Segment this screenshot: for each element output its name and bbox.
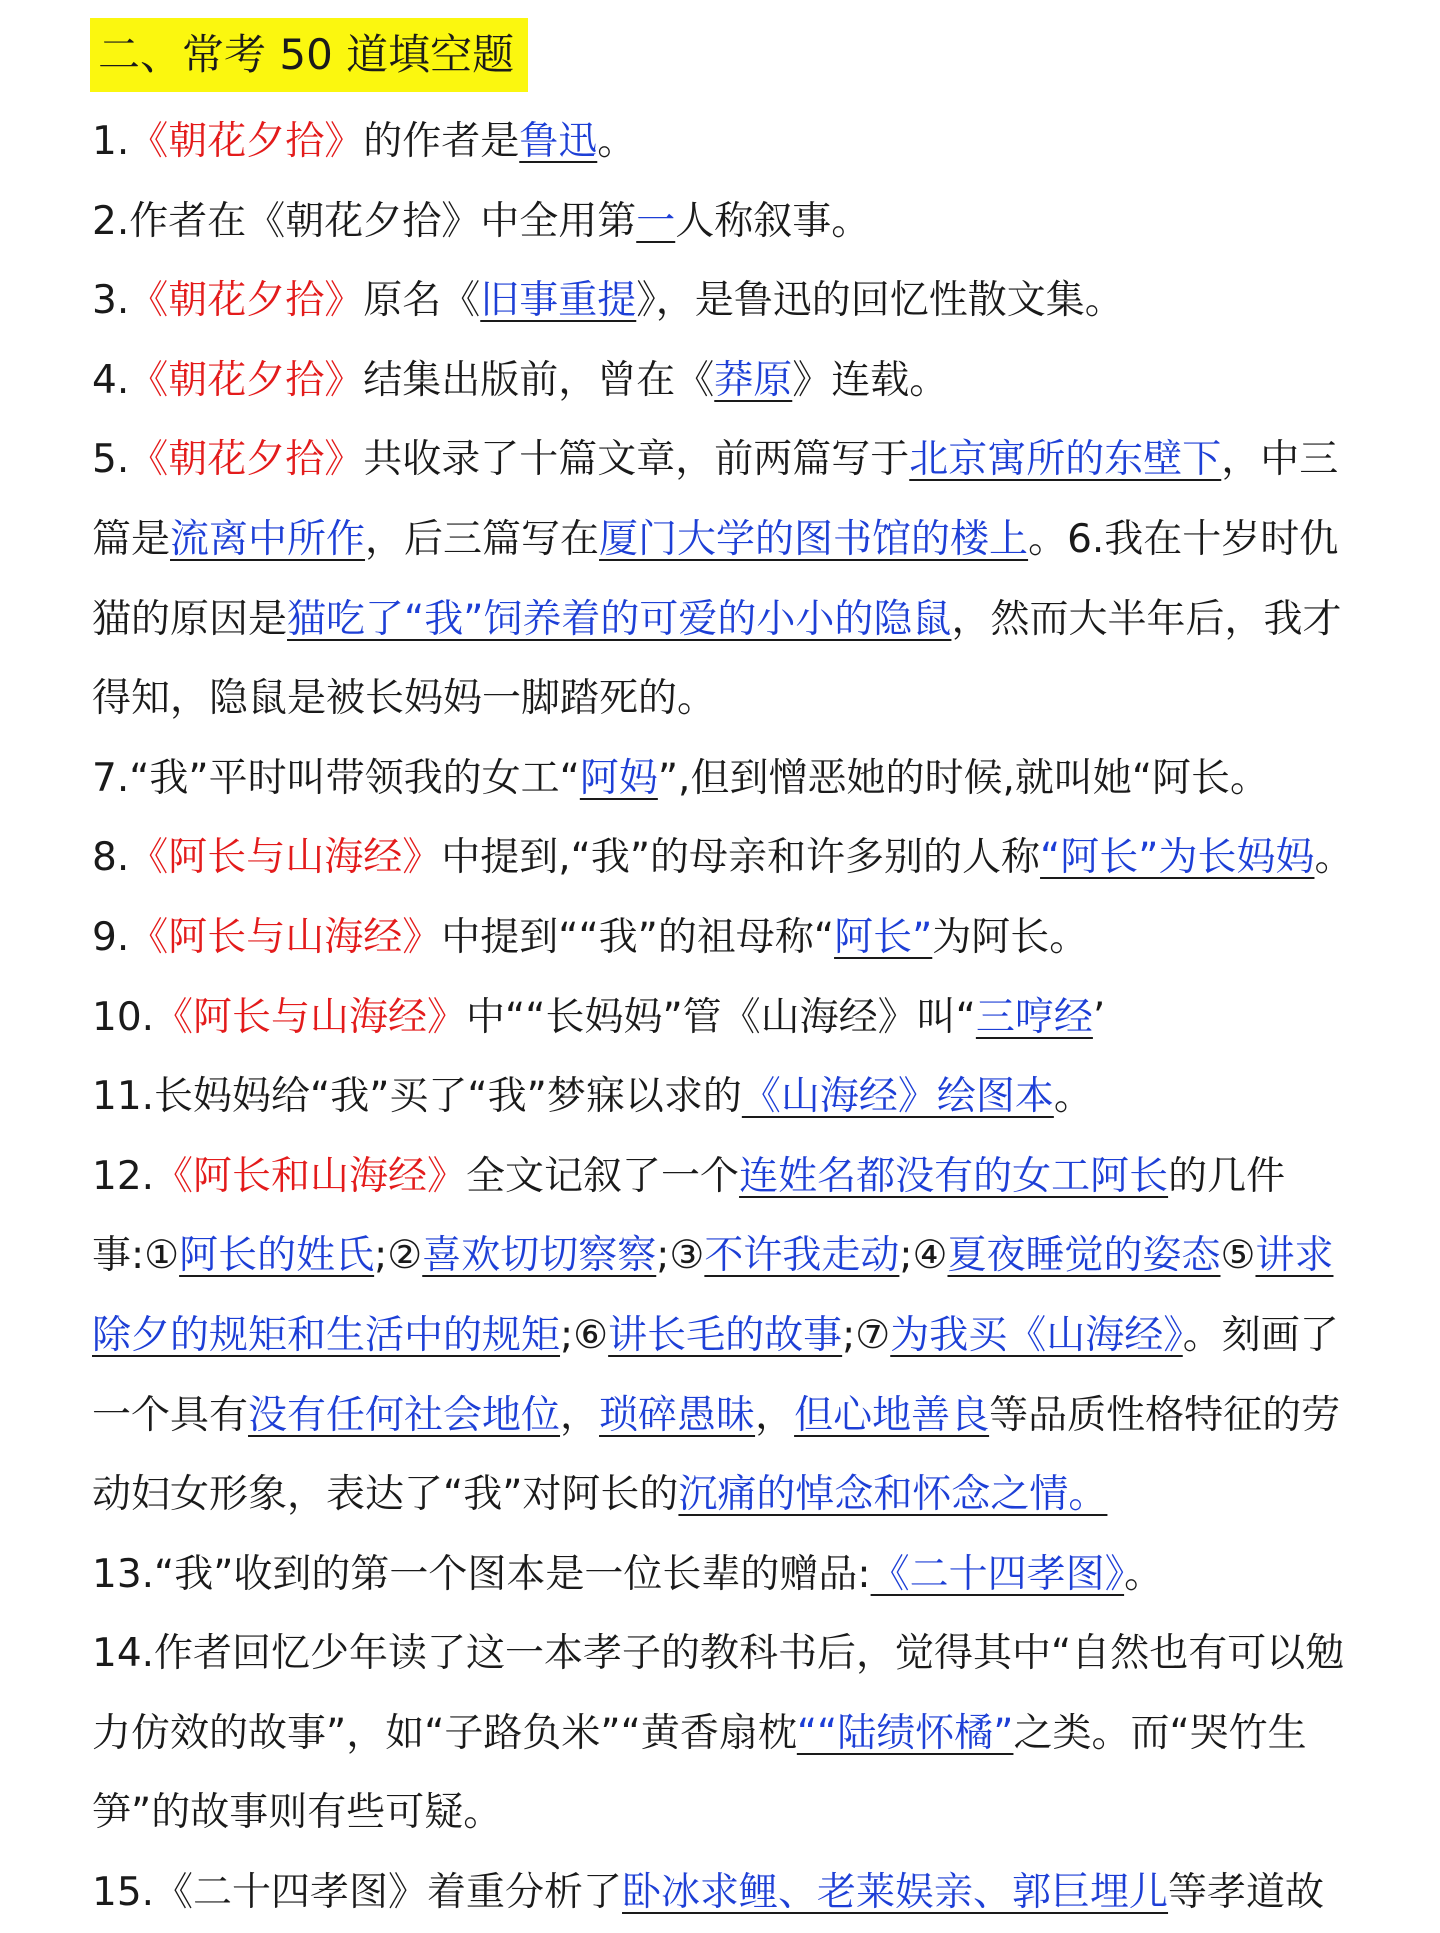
- answer: 三哼经: [975, 994, 1093, 1040]
- question-11: 11.长妈妈给“我”买了“我”梦寐以求的《山海经》绘图本。: [92, 1074, 1093, 1120]
- book-title: 《阿长与山海经》: [129, 835, 442, 881]
- question-10: 10.《阿长与山海经》中““长妈妈”管《山海经》叫“三哼经’: [92, 994, 1106, 1040]
- question-list: [92, 102, 1372, 1933]
- question-3: 3.《朝花夕拾》原名《旧事重提》，是鲁迅的回忆性散文集。: [92, 278, 1124, 324]
- book-title: 《朝花夕拾》: [129, 357, 364, 403]
- answer: 但心地善良: [794, 1392, 990, 1438]
- answer: 流离中所作: [170, 516, 366, 562]
- answer: 阿妈: [579, 755, 658, 801]
- question-1: 1.《朝花夕拾》的作者是鲁迅。: [92, 119, 637, 164]
- book-title: 《朝花夕拾》: [129, 119, 364, 164]
- question-8: 8.《阿长与山海经》中提到,“我”的母亲和许多别的人称“阿长”为长妈妈。: [92, 835, 1354, 881]
- answer: ““陆绩怀橘”: [796, 1710, 1014, 1756]
- answer: “阿长”为长妈妈: [1040, 835, 1315, 881]
- answer: 猫吃了“我”饲养着的可爱的小小的隐鼠: [287, 596, 952, 642]
- section-heading: 二、常考 50 道填空题: [90, 18, 528, 92]
- answer: 厦门大学的图书馆的楼上: [599, 516, 1029, 562]
- answer: 不许我走动: [704, 1233, 900, 1279]
- answer: 讲求除夕的规矩和生活中的规矩: [92, 1233, 1334, 1358]
- question-4: 4.《朝花夕拾》结集出版前，曾在《莽原》连载。: [92, 357, 949, 403]
- answer: 莽原: [714, 357, 793, 403]
- answer: 琐碎愚昧: [599, 1392, 756, 1438]
- answer: 卧冰求鲤、老莱娱亲、郭巨埋儿: [622, 1870, 1169, 1916]
- answer: 阿长”: [834, 914, 933, 960]
- book-title: 《阿长与山海经》: [129, 914, 442, 960]
- answer: 连姓名都没有的女工阿长: [739, 1153, 1169, 1199]
- question-2: 2.作者在《朝花夕拾》中全用第一人称叙事。: [92, 198, 871, 244]
- answer: 旧事重提: [480, 278, 637, 324]
- question-5-6: 5.《朝花夕拾》共收录了十篇文章，前两篇写于北京寓所的东壁下，中三篇是流离中所作，后三篇写在厦门大学的图书馆的楼上。6.我在十岁时仇猫的原因是猫吃了“我”饲养着的可爱的小小的隐鼠，然而大半年后，我才得知，隐鼠是被长妈妈一脚踏死的。: [92, 437, 1342, 722]
- answer: 为我买《山海经》: [890, 1312, 1183, 1358]
- answer: 沉痛的悼念和怀念之情。: [678, 1472, 1108, 1518]
- book-title: 《朝花夕拾》: [129, 437, 364, 483]
- answer: 北京寓所的东壁下: [909, 437, 1222, 483]
- question-15: 15.《二十四孝图》着重分析了卧冰求鲤、老莱娱亲、郭巨埋儿等孝道故: [92, 1870, 1325, 1916]
- answer: 没有任何社会地位: [248, 1392, 561, 1438]
- answer: 喜欢切切察察: [422, 1233, 657, 1279]
- answer: 夏夜睡觉的姿态: [947, 1233, 1221, 1279]
- book-title: 《阿长和山海经》: [154, 1153, 467, 1199]
- answer: 《山海经》绘图本: [741, 1074, 1054, 1120]
- question-7: 7.“我”平时叫带领我的女工“阿妈”,但到憎恶她的时候,就叫她“阿长。: [92, 755, 1270, 801]
- book-title: 《阿长与山海经》: [154, 994, 467, 1040]
- answer: 讲长毛的故事: [608, 1312, 843, 1358]
- question-12: 12.《阿长和山海经》全文记叙了一个连姓名都没有的女工阿长的几件事:①阿长的姓氏;②喜欢切切察察;③不许我走动;④夏夜睡觉的姿态⑤讲求除夕的规矩和生活中的规矩;⑥讲长毛的故事;⑦为我买《山海经》。刻画了一个具有没有任何社会地位，琐碎愚昧，但心地善良等品质性格特征的劳动妇女形象，表达了“我”对阿长的沉痛的悼念和怀念之情。: [92, 1153, 1341, 1518]
- answer: 《二十四孝图》: [870, 1551, 1125, 1597]
- question-9: 9.《阿长与山海经》中提到““我”的祖母称“阿长”为阿长。: [92, 914, 1089, 960]
- question-13: 13.“我”收到的第一个图本是一位长辈的赠品:《二十四孝图》。: [92, 1551, 1164, 1597]
- answer: 阿长的姓氏: [179, 1233, 375, 1279]
- question-14: 14.作者回忆少年读了这一本孝子的教科书后，觉得其中“自然也有可以勉力仿效的故事”，如“子路负米”“黄香扇枕““陆绩怀橘”之类。而“哭竹生笋”的故事则有些可疑。: [92, 1631, 1345, 1836]
- answer: 一: [636, 198, 676, 244]
- answer: 鲁迅: [519, 119, 598, 164]
- book-title: 《朝花夕拾》: [129, 278, 364, 324]
